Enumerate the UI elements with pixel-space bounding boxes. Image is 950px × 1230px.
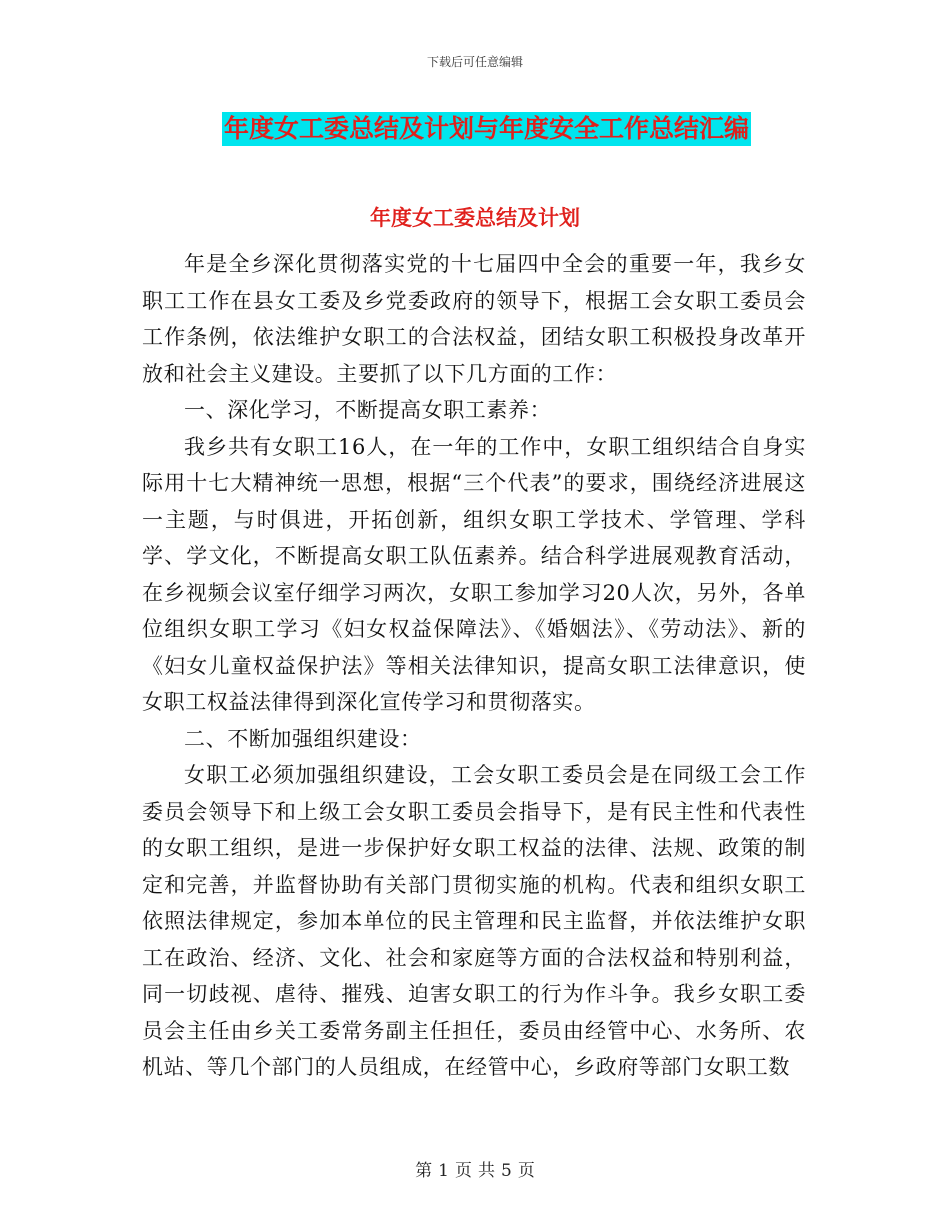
paragraph-study: 我乡共有女职工16人，在一年的工作中，女职工组织结合自身实际用十七大精神统一思想，根据“三个代表”的要求，围绕经济进展这一主题，与时俱进，开拓创新，组织女职工学技术、学管理、学科学、学文化，不断提高女职工队伍素养。结合科学进展观教育活动，在乡视频会议室仔细学习两次，女职工参加学习20人次，另外，各单位组织女职工学习《妇女权益保障法》、《婚姻法》、《劳动法》、新的《妇女儿童权益保护法》等相关法律知识，提高女职工法律意识，使女职工权益法律得到深化宣传学习和贯彻落实。 (142, 434, 806, 714)
body-text (142, 246, 806, 1086)
paragraph-heading-1: 一、深化学习，不断提高女职工素养： (184, 398, 552, 422)
document-main-title: 年度女工委总结及计划与年度安全工作总结汇编 (222, 112, 751, 146)
footer-prefix: 第 (415, 1161, 433, 1181)
page-number-footer (0, 1156, 950, 1181)
paragraph-organization: 女职工必须加强组织建设，工会女职工委员会是在同级工会工作委员会领导下和上级工会女职工委员会指导下，是有民主性和代表性的女职工组织，是进一步保护好女职工权益的法律、法规、政策的制定和完善，并监督协助有关部门贯彻实施的机构。代表和组织女职工依照法律规定，参加本单位的民主管理和民主监督，并依法维护女职工在政治、经济、文化、社会和家庭等方面的合法权益和特别利益，同一切歧视、虐待、摧残、迫害女职工的行为作斗争。我乡女职工委员会主任由乡关工委常务副主任担任，委员由经管中心、水务所、农机站、等几个部门的人员组成，在经管中心，乡政府等部门女职工数 (142, 763, 806, 1079)
header-note: 下载后可任意编辑 (426, 55, 523, 69)
footer-total-pages: 5 (501, 1161, 512, 1181)
footer-page-word: 页 (455, 1161, 472, 1181)
footer-suffix: 页 (517, 1161, 535, 1181)
footer-total-word: 共 (478, 1161, 495, 1181)
footer-current-page: 1 (438, 1161, 449, 1181)
paragraph-heading-2: 二、不断加强组织建设： (184, 726, 422, 751)
paragraph-intro: 年是全乡深化贯彻落实党的十七届四中全会的重要一年，我乡女职工工作在县女工委及乡党委政府的领导下，根据工会女职工委员会工作条例，依法维护女职工的合法权益，团结女职工积极投身改革开放和社会主义建设。主要抓了以下几方面的工作： (142, 252, 806, 386)
section-title: 年度女工委总结及计划 (370, 206, 580, 230)
